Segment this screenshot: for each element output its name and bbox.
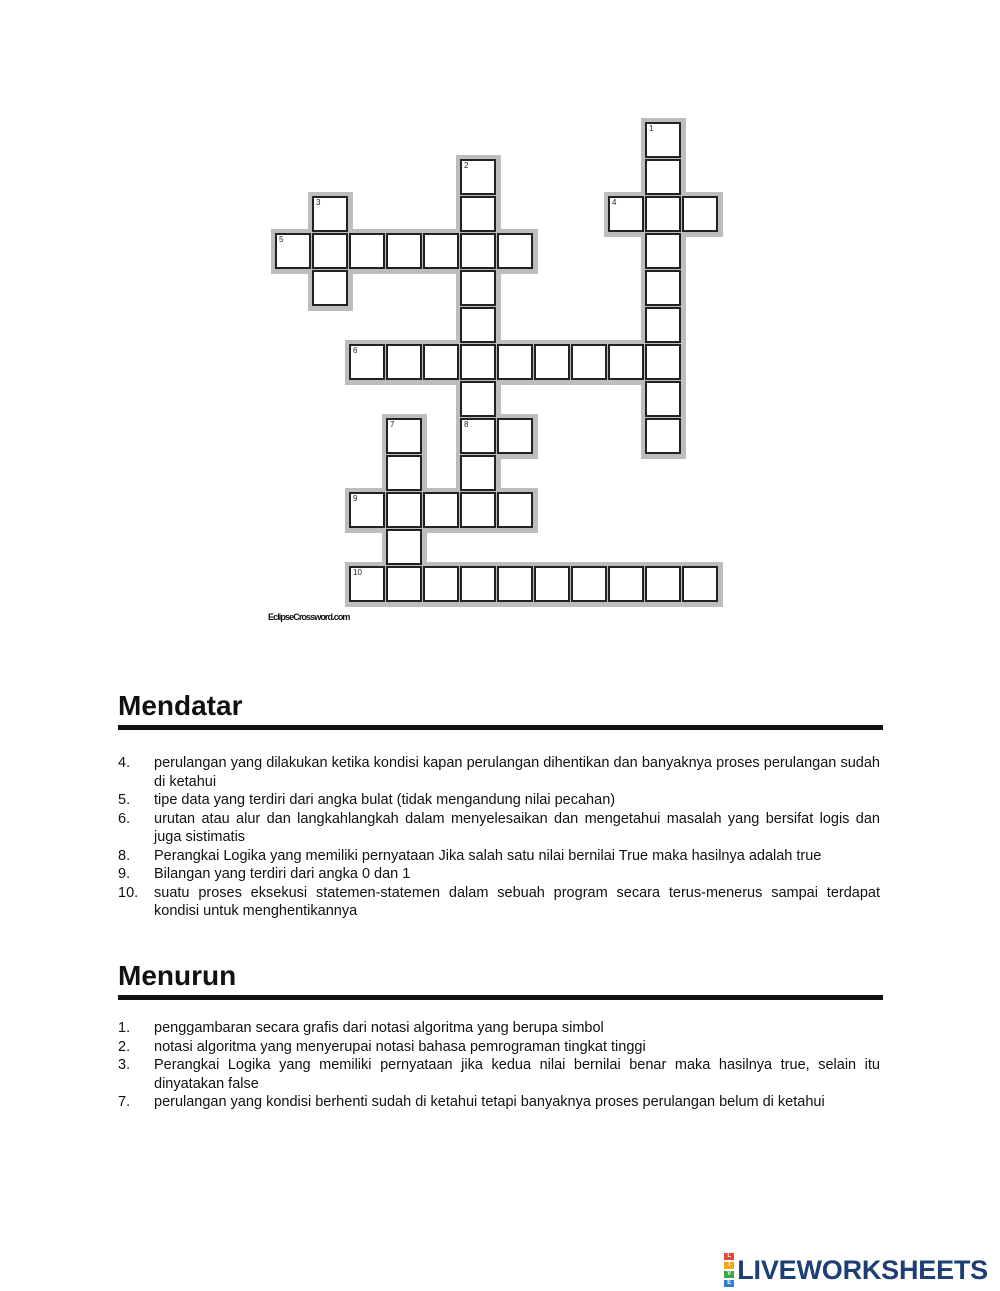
crossword-cell[interactable] [608,344,644,380]
cell-number: 6 [353,346,358,355]
clue-item [118,1056,880,1093]
clue-text: penggambaran secara grafis dari notasi algoritma yang berupa simbol [154,1020,604,1036]
logo-icon-block: L [724,1253,734,1260]
logo-icon-block: E [724,1280,734,1287]
crossword-cell[interactable] [423,566,459,602]
clue-item [118,884,880,921]
clue-item [118,791,880,810]
liveworksheets-logo [724,1252,988,1288]
clue-text: perulangan yang dilakukan ketika kondisi kapan perulangan dihentikan dan banyaknya proses perulangan sudah di ketahui [154,755,880,790]
crossword-cell[interactable] [349,344,385,380]
clue-item [118,754,880,791]
crossword-cell[interactable] [312,233,348,269]
clue-text: Bilangan yang terdiri dari angka 0 dan 1 [154,866,411,882]
crossword-cell[interactable] [386,344,422,380]
clue-number: 6. [118,810,131,827]
crossword-cell[interactable] [460,344,496,380]
clue-item [118,847,880,866]
cell-number: 9 [353,494,358,503]
clue-number: 4. [118,755,131,771]
crossword-cell[interactable] [645,270,681,306]
crossword-cell[interactable] [645,418,681,454]
crossword-cell[interactable] [645,233,681,269]
clue-item [118,810,880,847]
clue-text: Perangkai Logika yang memiliki pernyataan jika kedua nilai bernilai benar maka hasilnya true, selain itu dinyatakan false [154,1057,880,1092]
crossword-cell[interactable] [534,566,570,602]
crossword-cell[interactable] [349,566,385,602]
cell-number: 8 [464,420,469,429]
crossword-cell[interactable] [497,566,533,602]
menurun-clues [118,1019,880,1112]
crossword-cell[interactable] [497,418,533,454]
clue-number: 9. [118,866,131,882]
cell-number: 1 [649,124,654,133]
crossword-cell[interactable] [608,566,644,602]
crossword-cell[interactable] [571,566,607,602]
clue-text: notasi algoritma yang menyerupai notasi bahasa pemrograman tingkat tinggi [154,1038,646,1055]
liveworksheets-icon [724,1252,734,1288]
crossword-cell[interactable] [423,492,459,528]
clue-number: 7. [118,1094,131,1110]
crossword-cell[interactable] [645,381,681,417]
crossword-cell[interactable] [275,233,311,269]
crossword-cell[interactable] [460,455,496,491]
logo-icon-block: I [724,1262,734,1269]
cell-number: 10 [353,568,362,577]
cell-number: 7 [390,420,395,429]
crossword-cell[interactable] [608,196,644,232]
clue-item [118,865,880,884]
crossword-cell[interactable] [534,344,570,380]
clue-number: 2. [118,1038,131,1055]
crossword-cell[interactable] [571,344,607,380]
clue-text: suatu proses eksekusi statemen-statemen dalam sebuah program secara terus-menerus sampai terdapat kondisi untuk menghentikannya [154,884,880,919]
crossword-cell[interactable] [460,492,496,528]
crossword-cell[interactable] [312,196,348,232]
cell-number: 5 [279,235,284,244]
clue-text: urutan atau alur dan langkahlangkah dalam menyelesaikan dan mengetahui masalah yang bersifat logis dan juga sistimatis [154,810,880,845]
crossword-cell[interactable] [460,418,496,454]
crossword-cell[interactable] [460,196,496,232]
clue-item [118,1093,880,1112]
crossword-cell[interactable] [312,270,348,306]
crossword-cell[interactable] [645,159,681,195]
clue-text: Perangkai Logika yang memiliki pernyataan Jika salah satu nilai bernilai True maka hasilnya adalah true [154,847,822,864]
mendatar-title: Mendatar [118,690,243,721]
crossword-cell[interactable] [682,566,718,602]
clue-text: perulangan yang kondisi berhenti sudah di ketahui tetapi banyaknya proses perulangan belum di ketahui [154,1094,825,1110]
crossword-cell[interactable] [460,233,496,269]
crossword-cell[interactable] [349,233,385,269]
crossword-cell[interactable] [682,196,718,232]
crossword-cell[interactable] [460,159,496,195]
crossword-cell[interactable] [460,307,496,343]
crossword-cell[interactable] [386,492,422,528]
crossword-cell[interactable] [460,566,496,602]
cell-number: 2 [464,161,469,170]
cell-number: 4 [612,198,617,207]
crossword-cell[interactable] [386,418,422,454]
crossword-grid [0,0,1000,640]
crossword-cell[interactable] [423,344,459,380]
clue-item [118,1038,880,1057]
crossword-cell[interactable] [497,492,533,528]
mendatar-rule [118,725,883,730]
crossword-cell[interactable] [645,566,681,602]
clue-number: 5. [118,792,131,808]
crossword-cell[interactable] [645,307,681,343]
logo-icon-block: V [724,1271,734,1278]
clue-number: 8. [118,847,131,864]
liveworksheets-wordmark: LIVEWORKSHEETS [737,1254,988,1285]
crossword-cell[interactable] [497,233,533,269]
menurun-title: Menurun [118,960,237,991]
crossword-cell[interactable] [386,566,422,602]
crossword-cell[interactable] [386,529,422,565]
crossword-cell[interactable] [349,492,385,528]
crossword-cell[interactable] [645,122,681,158]
clue-number: 10. [118,884,139,901]
crossword-cell[interactable] [645,344,681,380]
crossword-cell[interactable] [460,270,496,306]
crossword-cell[interactable] [645,196,681,232]
clue-number: 1. [118,1020,131,1036]
mendatar-clues [118,754,880,921]
clue-text: tipe data yang terdiri dari angka bulat (tidak mengandung nilai pecahan) [154,792,616,808]
clue-item [118,1019,880,1038]
cell-number: 3 [316,198,321,207]
crossword-cell[interactable] [386,233,422,269]
crossword-cell[interactable] [460,381,496,417]
menurun-rule [118,995,883,1000]
clue-number: 3. [118,1057,131,1073]
crossword-cell[interactable] [423,233,459,269]
crossword-cell[interactable] [386,455,422,491]
crossword-cell[interactable] [497,344,533,380]
crossword-credit: EclipseCrossword.com [268,612,350,622]
